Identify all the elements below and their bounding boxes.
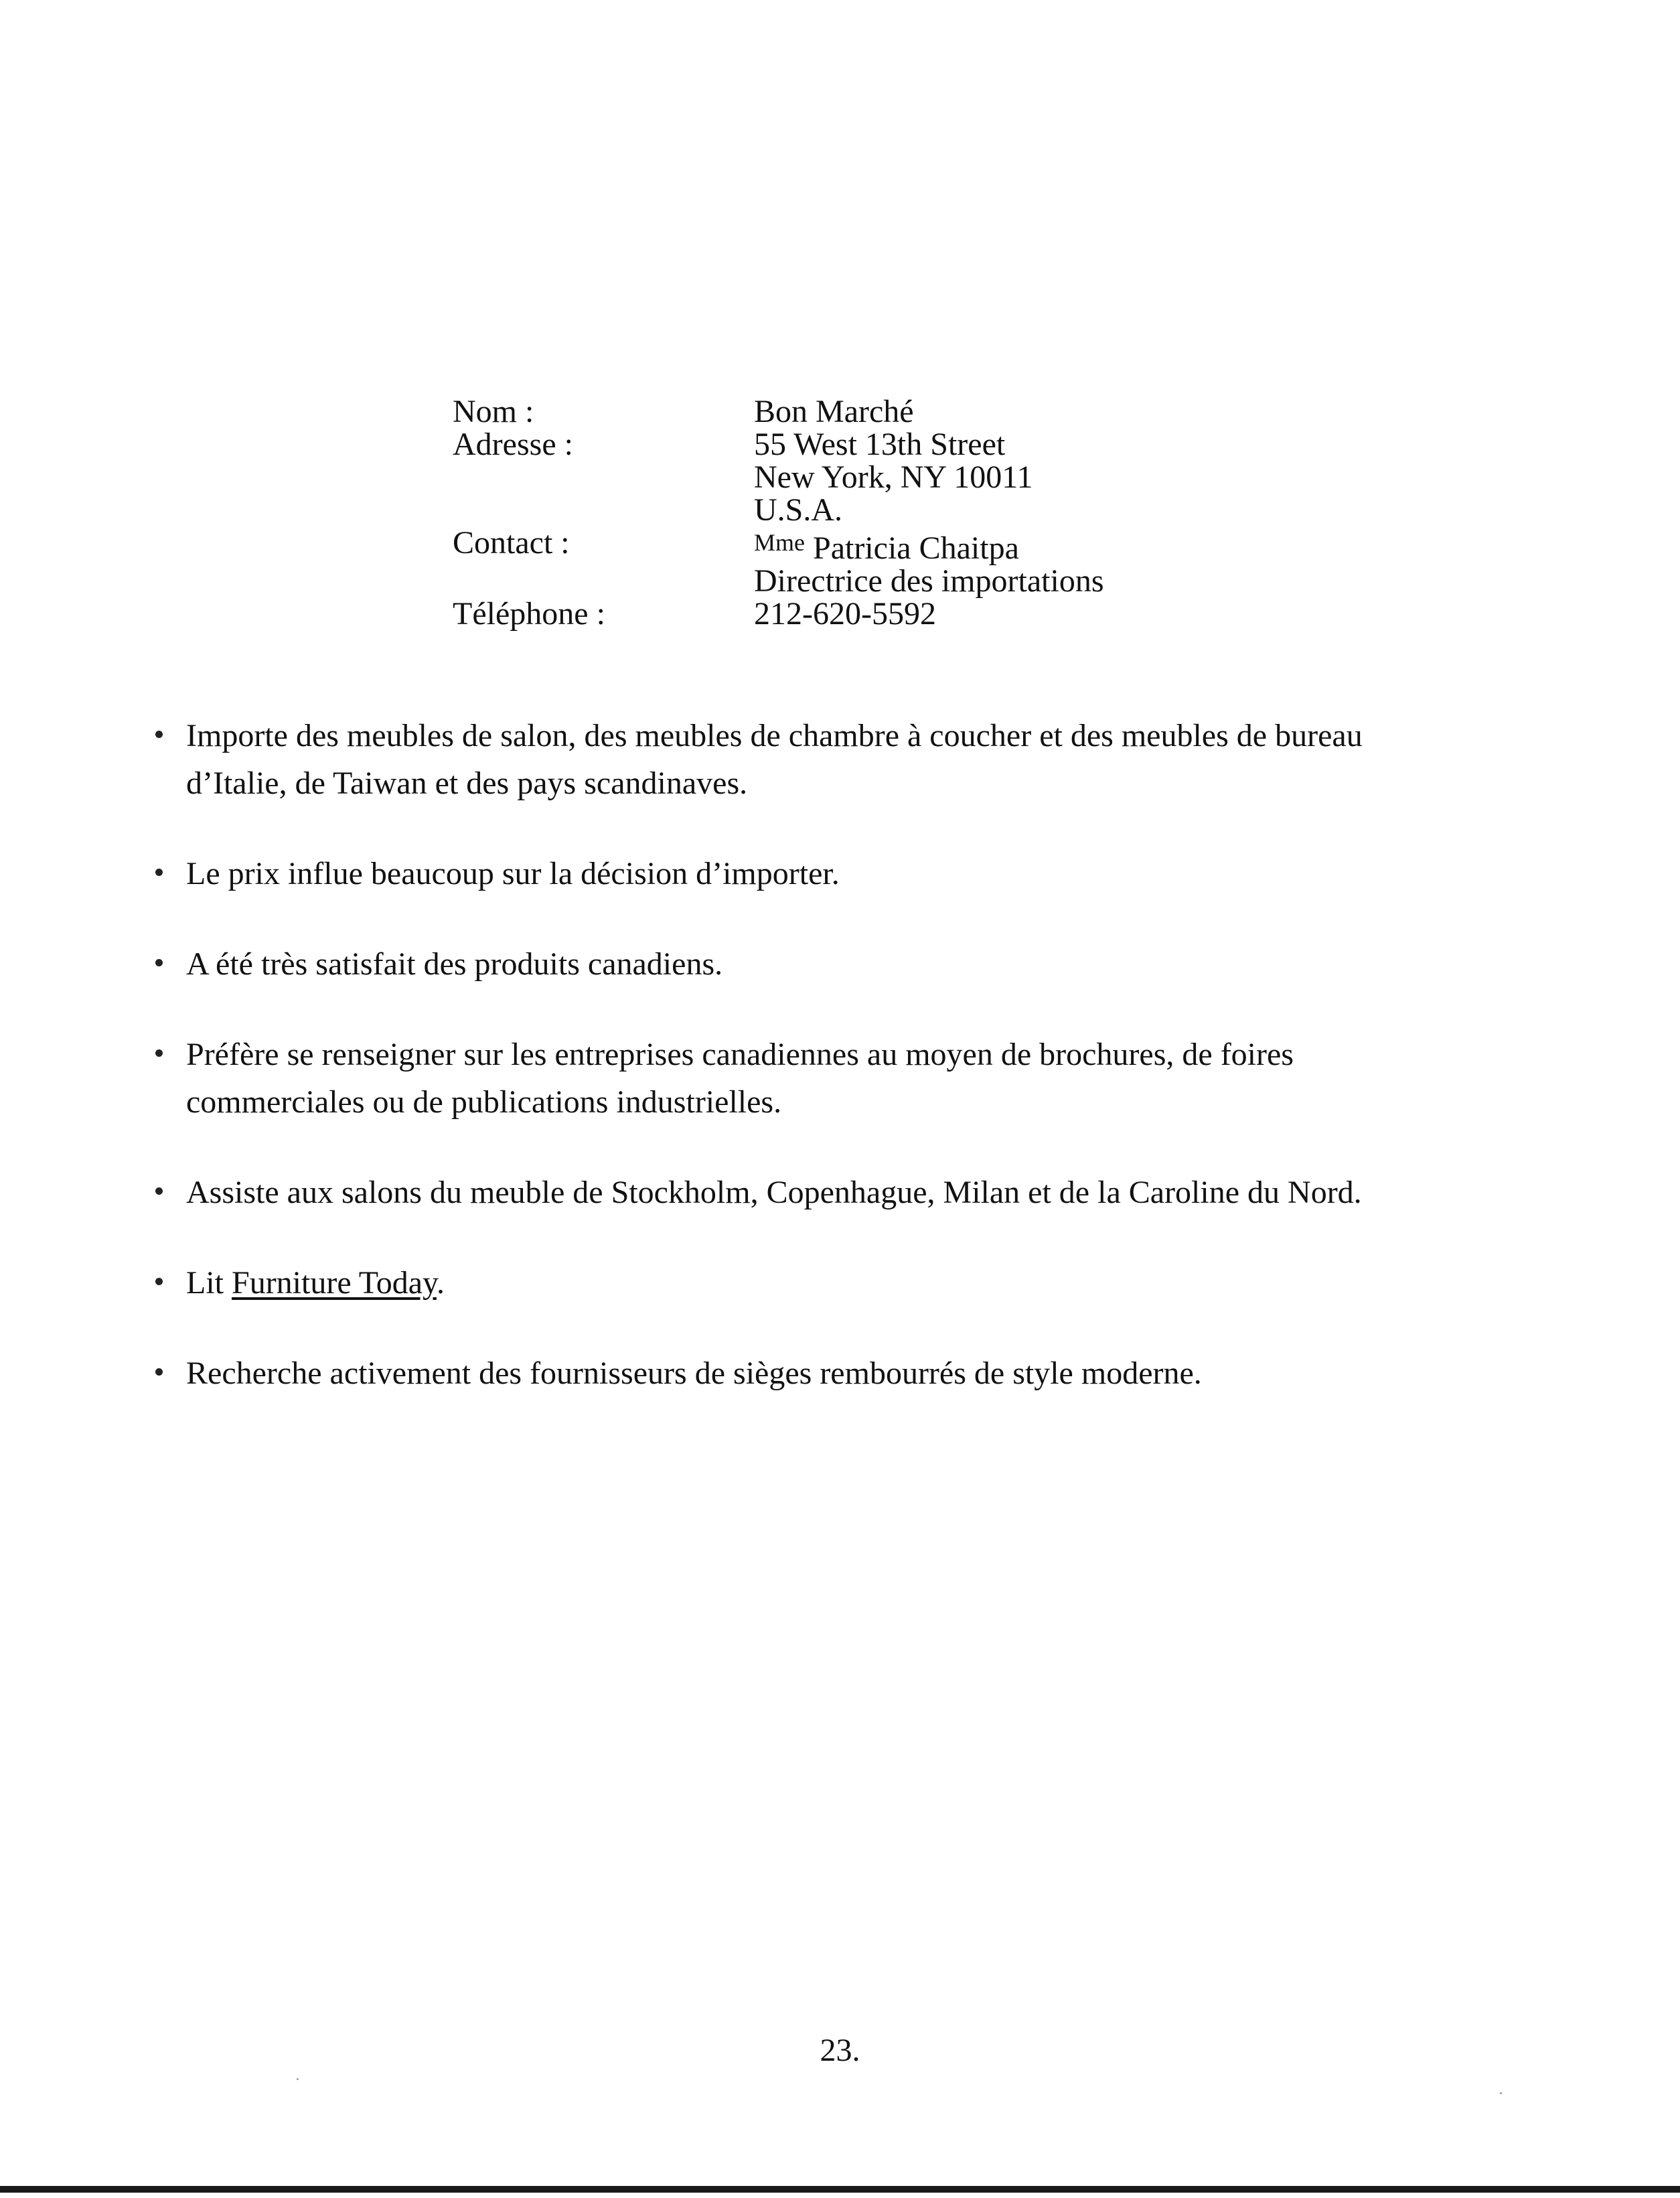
bullet-dot-icon — [155, 1278, 163, 1285]
list-item — [150, 1169, 1489, 1216]
contact-label: Contact : — [453, 525, 570, 561]
address-line-country: U.S.A. — [754, 492, 843, 528]
list-item — [150, 940, 1489, 988]
address-row — [453, 428, 1256, 526]
scan-speck — [1500, 2092, 1502, 2094]
list-item — [150, 850, 1489, 897]
reading-prefix: Lit — [186, 1265, 232, 1301]
scan-edge-rule — [0, 2186, 1680, 2193]
bullet-dot-icon — [155, 1368, 163, 1376]
bullet-dot-icon — [155, 1049, 163, 1057]
name-label: Nom : — [453, 394, 534, 429]
phone-number: 212-620-5592 — [754, 596, 936, 632]
publication-title: Furniture Today — [232, 1265, 437, 1301]
contact-role: Directrice des importations — [754, 563, 1104, 599]
bullet-dot-icon — [155, 959, 163, 966]
list-item — [150, 712, 1489, 807]
contact-title-prefix: Mme — [754, 529, 805, 556]
bullet-text: Importe des meubles de salon, des meubles de chambre à coucher et des meubles de bureau d’Italie, de Taiwan et des pays scandinaves. — [186, 718, 1363, 801]
list-item — [150, 1031, 1489, 1126]
contact-row — [453, 526, 1256, 597]
bullet-dot-icon — [155, 1187, 163, 1195]
bullet-list — [150, 712, 1489, 1440]
bullet-text: Recherche activement des fournisseurs de sièges rembourrés de style moderne. — [186, 1356, 1202, 1391]
address-line-street: 55 West 13th Street — [754, 427, 1006, 462]
bullet-dot-icon — [155, 731, 163, 738]
scan-speck — [297, 2078, 299, 2080]
bullet-text: A été très satisfait des produits canadiens. — [186, 946, 723, 982]
phone-label: Téléphone : — [453, 596, 605, 632]
address-label: Adresse : — [453, 427, 573, 462]
list-item-reading — [150, 1259, 1489, 1307]
company-name: Bon Marché — [754, 394, 914, 429]
bullet-dot-icon — [155, 869, 163, 876]
bullet-text: Préfère se renseigner sur les entreprises canadiennes au moyen de brochures, de foires commerciales ou de publications industrielles. — [186, 1037, 1294, 1120]
contact-info-block — [453, 395, 1256, 630]
name-row — [453, 395, 1256, 428]
contact-name: Patricia Chaitpa — [805, 530, 1019, 566]
list-item — [150, 1349, 1489, 1397]
bullet-text: Assiste aux salons du meuble de Stockholm, Copenhague, Milan et de la Caroline du Nord. — [186, 1175, 1362, 1210]
page-number: 23. — [820, 2033, 860, 2068]
reading-suffix: . — [436, 1265, 445, 1301]
address-line-city: New York, NY 10011 — [754, 459, 1033, 495]
contact-person — [754, 526, 1104, 565]
bullet-text: Le prix influe beaucoup sur la décision d’importer. — [186, 856, 840, 891]
phone-row — [453, 597, 1256, 630]
